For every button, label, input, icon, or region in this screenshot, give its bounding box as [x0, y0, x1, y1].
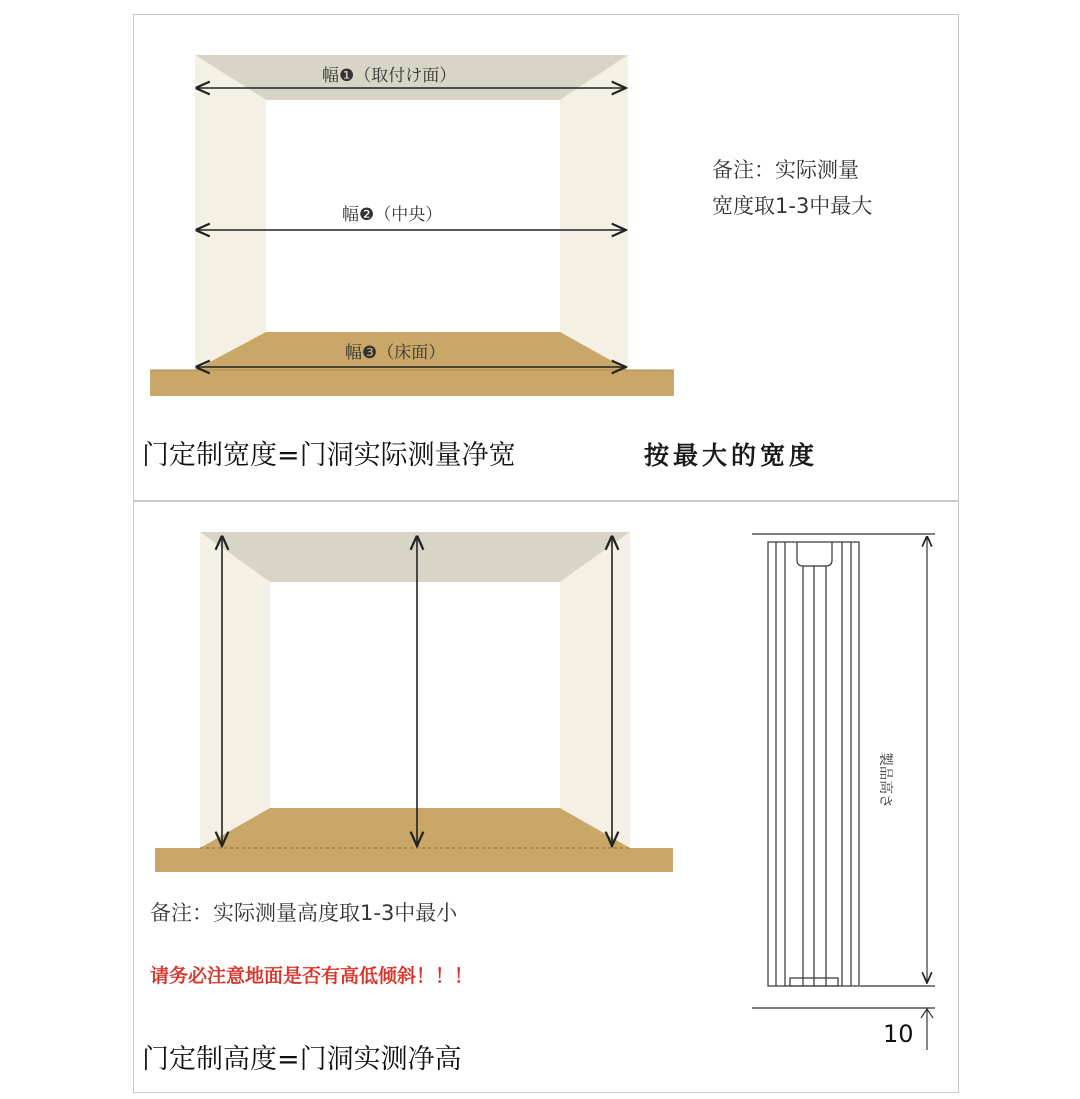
- floor-slab: [150, 370, 674, 396]
- gap-value: 10: [883, 1020, 914, 1048]
- width-3-label: 幅❸（床面）: [345, 343, 446, 363]
- width-note-line2: 宽度取1-3中最大: [712, 194, 873, 218]
- height-warning: 请务必注意地面是否有高低倾斜！！！: [150, 965, 474, 987]
- width-emphasis: 按最大的宽度: [644, 441, 819, 470]
- height-formula: 门定制高度=门洞实测净高: [142, 1044, 462, 1075]
- width-1-label: 幅❶（取付け面）: [322, 61, 456, 86]
- left-wall: [195, 55, 266, 372]
- width-2-label: 幅❷（中央）: [342, 200, 442, 225]
- width-formula: 门定制宽度=门洞实际测量净宽: [142, 440, 516, 471]
- height-note: 备注：实际测量高度取1-3中最小: [150, 901, 458, 925]
- width-note-line1: 备注：实际测量: [712, 158, 859, 182]
- profile-height-label: 製品高さ: [876, 752, 896, 808]
- height-diagram-panel: [133, 501, 959, 1093]
- right-wall: [560, 55, 628, 372]
